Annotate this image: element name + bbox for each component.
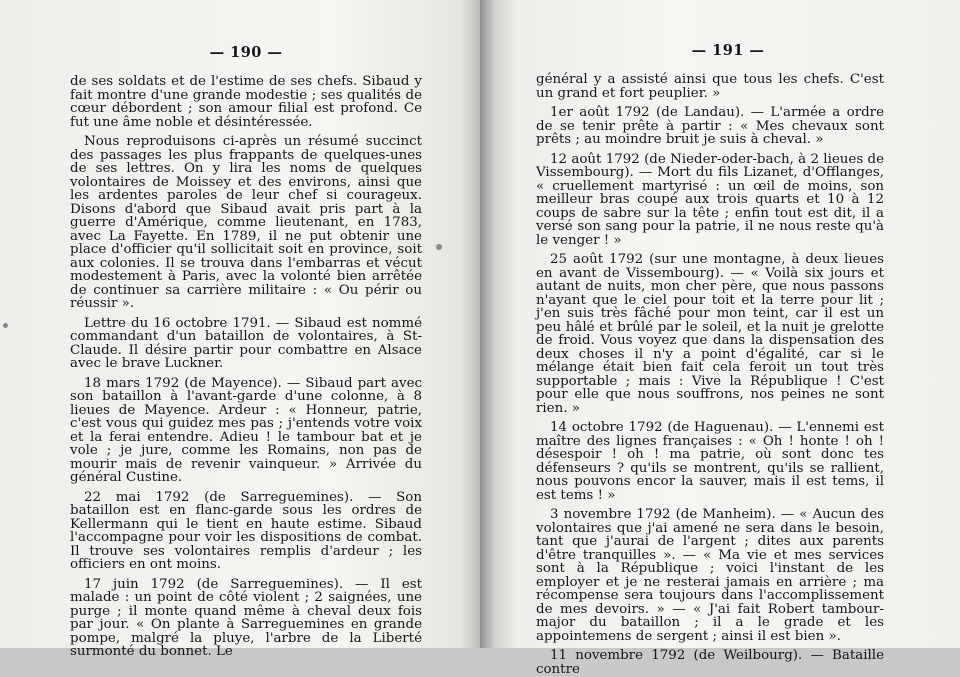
left-page [0, 0, 480, 659]
page-number-right: — 191 — [691, 42, 765, 59]
paragraph: 12 août 1792 (de Nieder-oder-bach, à 2 lieues de Vissembourg). — Mort du fils Lizanet, d'Offlanges, « cruellement martyrisé : un œil de moins, son meilleur bras coupé aux trois quarts et 10 à 12 coups de sabre sur la tête ; enfin tout est dit, il a versé son sang pour la patrie, il ne nous reste qu'à le venger ! » [536, 151, 884, 248]
paragraph: de ses soldats et de l'estime de ses chefs. Sibaud y fait montre d'une grande modestie ; ses qualités de cœur débordent ; son amour filial est profond. Ce fut une âme noble et désintéressée. [70, 74, 422, 130]
paragraph: 18 mars 1792 (de Mayence). — Sibaud part avec son bataillon à l'avant-garde d'une colonne, à 8 lieues de Mayence. Ardeur : « Honneur, patrie, c'est vous qui guidez mes pas ; j'entends votre voix et la ferai entendre. Adieu ! le tambour bat et je vole ; je jure, comme les Romains, non pas de mourir mais de revenir vainqueur. » Arrivée du général Custine. [70, 375, 422, 485]
paragraph: Nous reproduisons ci-après un résumé succinct des passages les plus frappants de quelques-unes de ses lettres. On y lira les noms de quelques volontaires de Moissey et des environs, ainsi que les ardentes paroles de leur chef si courageux. Disons d'abord que Sibaud avait pris part à la guerre d'Amérique, comme lieutenant, en 1783, avec La Fayette. En 1789, il ne put obtenir une place d'officier qu'il sollicitait soit en province, soit aux colonies. Il se trouva dans l'embarras et vécut modestement à Paris, avec la volonté bien arrêtée de continuer sa carrière militaire : « Ou périr ou réussir ». [70, 134, 422, 311]
paragraph: 14 octobre 1792 (de Haguenau). — L'ennemi est maître des lignes françaises : « Oh ! honte ! oh ! désespoir ! oh ! ma patrie, où sont donc tes défenseurs ? qu'ils se montrent, qu'ils se rallient, nous pouvons encor la sauver, mais il est tems, il est tems ! » [536, 420, 884, 503]
paragraph: 1er août 1792 (de Landau). — L'armée a ordre de se tenir prête à partir : « Mes chevaux sont prêts ; au moindre bruit je suis à cheval. » [536, 105, 884, 147]
paragraph: 17 juin 1792 (de Sarreguemines). — Il est malade : un point de côté violent ; 2 saignées, une purge ; il monte quand même à cheval deux fois par jour. « On plante à Sarreguemines en grande pompe, malgré la pluye, l'arbre de la Liberté surmonté du bonnet. Le [70, 576, 422, 659]
paragraph: 11 novembre 1792 (de Weilbourg). — Bataille contre [536, 648, 884, 677]
paragraph: 25 août 1792 (sur une montagne, à deux lieues en avant de Vissembourg). — « Voilà six jours et autant de nuits, mon cher père, que nous passons n'ayant que le ciel pour toit et la terre pour lit ; j'en suis très fâché pour mon teint, car il est un peu hâlé et brûlé par le soleil, et la nuit je grelotte de froid. Vous voyez que dans la dispensation des deux choses il n'y a point d'égalité, car si le mélange était bien fait cela feroit un tout très supportable ; mais : Vive la République ! C'est pour elle que nous souffrons, nos peines ne sont rien. » [536, 252, 884, 416]
paragraph: 22 mai 1792 (de Sarreguemines). — Son bataillon est en flanc-garde sous les ordres de Kellermann qui le tient en haute estime. Sibaud l'accompagne pour voir les dispositions de combat. Il trouve ses volontaires remplis d'ardeur ; les officiers en ont moins. [70, 489, 422, 572]
ink-speck [436, 244, 442, 250]
paragraph: général y a assisté ainsi que tous les chefs. C'est un grand et fort peuplier. » [536, 72, 884, 101]
paragraph: Lettre du 16 octobre 1791. — Sibaud est nommé commandant d'un bataillon de volontaires, à St-Claude. Il désire partir pour combattre en Alsace avec le brave Luckner. [70, 315, 422, 371]
paragraph: 3 novembre 1792 (de Manheim). — « Aucun des volontaires que j'ai amené ne sera dans le besoin, tant que j'aurai de l'argent ; dites aux parents d'être tranquilles ». — « Ma vie et mes services sont à la République ; voici l'instant de les employer et je ne resterai jamais en arrière ; ma récompense sera toujours dans l'accomplissement de mes devoirs. » — « J'ai fait Robert tambour-major du bataillon ; il a le grade et les appointemens de sergent ; ainsi il est bien ». [536, 507, 884, 644]
page-number-left: — 190 — [209, 44, 283, 61]
right-page [480, 0, 960, 677]
ink-speck [3, 323, 8, 328]
